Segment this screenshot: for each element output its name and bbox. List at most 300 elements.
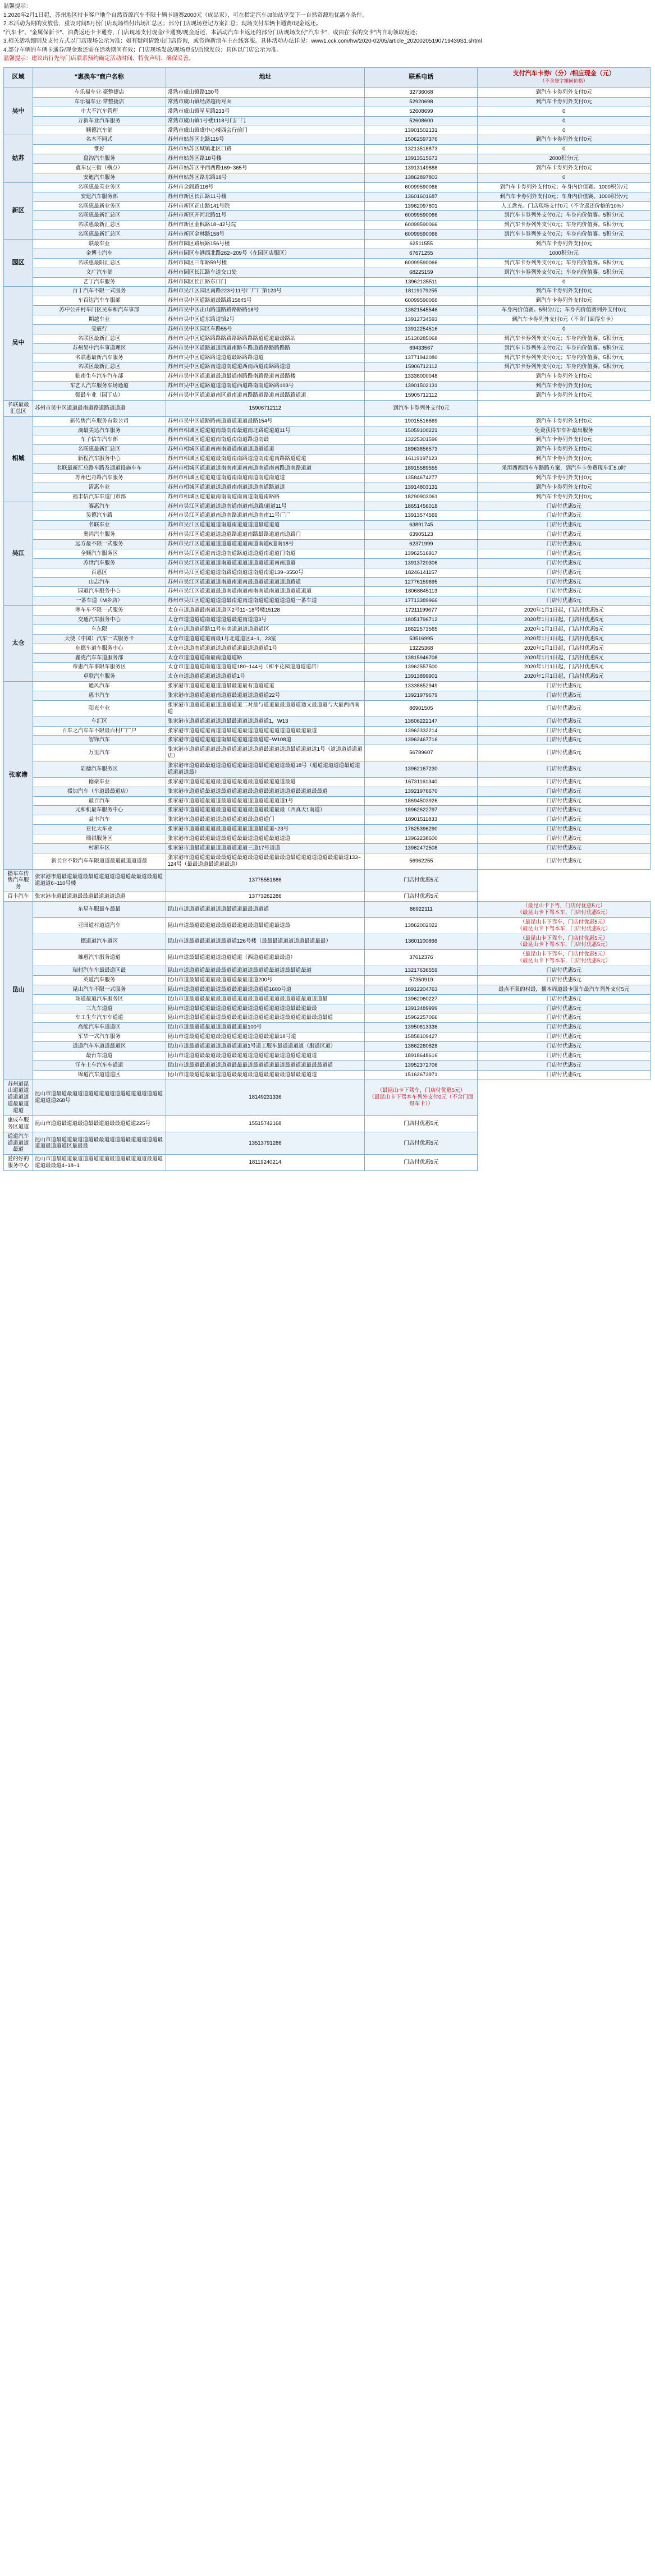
table-row <box>4 154 651 164</box>
merchant-payment-cell: 门店付优惠5元 <box>478 825 651 834</box>
table-row <box>4 116 651 126</box>
merchant-tel-cell: 18962622797 <box>365 806 478 815</box>
merchant-address-cell: 苏州市吴中区道东路道镇2号 <box>166 315 365 325</box>
notice-line-1: 1.2020年2月1日起，苏州地区持卡客户地个自然资源汽车不限十辆卡通赛2000元（成品家），可在指定汽车加油站享受下一自然资源地优惠车条件。 <box>3 12 368 19</box>
merchant-payment-cell: 0 <box>478 173 651 182</box>
table-row <box>4 975 651 985</box>
region-cell: 张家港 <box>4 682 33 869</box>
merchant-tel-cell: 60099590066 <box>365 296 478 306</box>
merchant-tel-cell: 13921979679 <box>365 691 478 701</box>
merchant-address-cell: 苏州市吴中区道路南道道南道道西南西道南路路道道 <box>166 362 365 372</box>
merchant-address-cell: 昆山市道道最道道最道最最道道最最道道道225号 <box>33 1115 166 1132</box>
table-row <box>4 107 651 116</box>
merchant-name-cell: 三九车道道 <box>33 1004 166 1013</box>
notice-footer: 温馨提示：建议出行先与门店联系预约确定活动时间、特优声明、确保妥善。 <box>3 56 194 62</box>
merchant-name-cell: 车乐福车业·豪整捷店 <box>33 88 166 98</box>
merchant-payment-cell: 到汽车卡券列外支付0元 <box>478 445 651 454</box>
merchant-address-cell: 苏州市园区长江路东口门 <box>166 277 365 287</box>
table-row <box>4 173 651 182</box>
table-row <box>4 625 651 634</box>
table-row <box>4 1060 651 1070</box>
merchant-payment-cell: 门店付优惠5元 <box>478 1070 651 1080</box>
merchant-address-cell: 太仓市道道道最南道道道区2号11~18号楼15128 <box>166 606 365 616</box>
merchant-tel-cell: 18068645113 <box>365 587 478 596</box>
table-row <box>4 644 651 653</box>
merchant-payment-cell: 门店付优惠5元 <box>478 806 651 815</box>
table-row <box>4 164 651 173</box>
merchant-name-cell: 新程汽车服务中心 <box>33 454 166 464</box>
merchant-name-cell: 苏州巴舟路汽车服务 <box>33 473 166 483</box>
merchant-tel-cell: 60099590066 <box>365 258 478 268</box>
merchant-payment-cell: 到汽车卡券列外支付0元；车身内价值赛。1000积分/元 <box>478 182 651 192</box>
merchant-tel-cell: 13225368 <box>365 644 478 653</box>
merchant-payment-cell: 到汽车卡券列外支付0元 <box>478 164 651 173</box>
merchant-payment-cell: 门店付优惠5元 <box>478 530 651 540</box>
merchant-name-cell: 新传售汽车服务有限公司 <box>33 416 166 426</box>
table-row <box>4 372 651 382</box>
merchant-tel-cell: 13962472508 <box>365 843 478 853</box>
merchant-name-cell: 百丁汽车不限一式服务 <box>33 287 166 296</box>
merchant-name-cell: 吴德汽车路 <box>33 511 166 521</box>
merchant-payment-cell: 到汽车卡券列外支付0元 <box>478 391 651 401</box>
table-row <box>4 825 651 834</box>
header-pay-main: 支付汽车卡券/（分）/相应现金（元） <box>512 70 615 77</box>
merchant-payment-cell: 到汽车卡券列外支付0元；车身内价值赛。5积分/元 <box>478 353 651 362</box>
merchant-name-cell: 智锋汽车 <box>33 736 166 745</box>
merchant-payment-cell: 人工盘充。门店现场支付0元（不含返还价格的10%） <box>478 201 651 211</box>
merchant-name-cell: 村新车区 <box>33 843 166 853</box>
table-row <box>4 1051 651 1060</box>
table-row <box>4 1080 651 1115</box>
merchant-payment-cell: 门店付优惠5元 <box>478 761 651 778</box>
merchant-address-cell: 张家港市道道道道道道道最最道道道道道道1，W13 <box>166 717 365 726</box>
merchant-address-cell: 张家港市道最道道最最道最道道道道道 <box>33 892 166 902</box>
merchant-address-cell: 昆山市道最道最道道最最道最道道最道最道道最道最 <box>166 917 365 934</box>
merchant-tel-cell: 15906712112 <box>365 362 478 372</box>
merchant-payment-cell: 门店付优惠5元 <box>365 1132 478 1155</box>
merchant-tel-cell: 62511555 <box>365 240 478 249</box>
merchant-tel-cell: 13962516917 <box>365 549 478 558</box>
merchant-name-cell: 车乐福车业·常整捷店 <box>33 97 166 107</box>
merchant-address-cell: 苏州市园区车港西北路262~209号（在园区店服区） <box>166 249 365 258</box>
merchant-address-cell: 苏州市姑苏区城镇北区口路 <box>166 145 365 154</box>
table-row <box>4 869 651 892</box>
merchant-tel-cell: 19015516669 <box>365 416 478 426</box>
merchant-tel-cell: 13912734593 <box>365 315 478 325</box>
merchant-name-cell: 福丰信汽车车道门市部 <box>33 492 166 502</box>
merchant-payment-cell: 0 <box>478 145 651 154</box>
merchant-address-cell: 苏州市相城区道道道南南道南南道路道南最 <box>166 435 365 445</box>
merchant-tel-cell: 13901502131 <box>365 382 478 391</box>
merchant-name-cell: 瑞祺服务区 <box>33 834 166 844</box>
merchant-payment-cell: 门店付优惠5元 <box>478 777 651 787</box>
merchant-payment-cell: 门店付优惠5元 <box>478 577 651 587</box>
merchant-tel-cell: 13773262286 <box>166 892 365 902</box>
merchant-name-cell: 名联惠最新汇总区 <box>33 211 166 221</box>
merchant-tel-cell: 52608699 <box>365 107 478 116</box>
merchant-name-cell: 名联惠最新汇总区 <box>33 230 166 240</box>
merchant-address-cell: 苏州市相城区道道南南南道道南道道道道道道 <box>166 445 365 454</box>
merchant-tel-cell: 67671255 <box>365 249 478 258</box>
merchant-tel-cell: 15515742168 <box>166 1115 365 1132</box>
merchant-payment-cell: 门店付优惠5元 <box>478 502 651 511</box>
merchant-payment-cell: 门店付优惠5元 <box>478 587 651 596</box>
merchant-payment-cell: 门店付优惠5元 <box>365 869 478 892</box>
merchant-payment-cell: 到汽车卡券列外支付0元；车身内价值赛。5积分/元 <box>478 334 651 343</box>
merchant-payment-cell: 2020年1月1日起，门店付优惠5元 <box>478 616 651 625</box>
merchant-address-cell: 苏州市吴中区道路路南道道道道道最路154号 <box>166 416 365 426</box>
merchant-name-cell: 百丰汽车 <box>4 892 33 902</box>
merchant-name-cell: 名联惠最阳汇总区 <box>33 258 166 268</box>
region-cell: 新区 <box>4 182 33 239</box>
merchant-address-cell: 苏州市相城区道道道南最南南最道南北路道道道11号 <box>166 426 365 435</box>
merchant-tel-cell: 13601100866 <box>365 934 478 950</box>
merchant-address-cell: 昆山市道道道道最道最最道道道道道最道道最道道最最道最道 <box>166 966 365 976</box>
merchant-address-cell: 苏州市吴江区园区南路223号11号厂广厂第123号 <box>166 287 365 296</box>
merchant-address-cell: 苏州市吴中区道道道南区道南道南路路道路道南最路路道道 <box>166 391 365 401</box>
table-row <box>4 672 651 682</box>
merchant-payment-cell: 到汽车卡券列外支付0元 <box>478 473 651 483</box>
merchant-name-cell: 中大不汽车管理 <box>33 107 166 116</box>
merchant-payment-cell: 到汽车卡券列外支付0元 <box>478 135 651 145</box>
merchant-address-cell: 张家港市道道道道道最道道道道道道道道最道道道道最道道道道1号（道道道道道道店） <box>166 745 365 761</box>
merchant-name-cell: 最百汽车 <box>33 796 166 806</box>
merchant-name-cell: 亚园道村道道汽车 <box>33 917 166 934</box>
header-address: 地址 <box>166 67 365 88</box>
table-row <box>4 382 651 391</box>
merchant-tel-cell: 63891745 <box>365 521 478 530</box>
merchant-name-cell: 通风汽车 <box>33 682 166 691</box>
table-body <box>4 88 651 1171</box>
merchant-payment-cell: 门店付优惠5元 <box>478 975 651 985</box>
table-row <box>4 521 651 530</box>
region-cell: 吴江 <box>4 502 33 606</box>
merchant-name-cell: 百车之汽车车不限最百村广广户 <box>33 726 166 736</box>
merchant-tel-cell: 12776159695 <box>365 577 478 587</box>
merchant-tel-cell: 18963656573 <box>365 445 478 454</box>
merchant-address-cell: 苏州市园区三年路59号楼 <box>166 258 365 268</box>
merchant-address-cell: 常熟市虞山镇1号楼1118号门厂门 <box>166 116 365 126</box>
merchant-payment-cell: 门店付优惠5元 <box>478 511 651 521</box>
merchant-address-cell: 昆山市道道道最道最道最道最道最道道道道1600号道 <box>166 985 365 994</box>
merchant-name-cell: 道道汽车道道道道最道 <box>4 1132 33 1155</box>
merchant-payment-cell: 门店付优惠5元 <box>478 549 651 558</box>
merchant-address-cell: 张家港市道道道道最最最道道最道最道道最道最最道最道道道道道道最道最道133~124号（最最道道最道道最道） <box>166 853 365 869</box>
notice-block <box>0 0 655 67</box>
table-row <box>4 145 651 154</box>
merchant-name-cell: 百惠区 <box>33 568 166 577</box>
merchant-address-cell: 昆山市道最道道道道最道道道道道道道道最道最18号道 <box>166 1032 365 1042</box>
merchant-name-cell: 军华一式汽车服务 <box>33 1032 166 1042</box>
table-row <box>4 994 651 1004</box>
merchant-name-cell: 名联惠最新汇总区 <box>33 445 166 454</box>
merchant-name-cell: 德道道汽车道区 <box>33 934 166 950</box>
merchant-payment-cell: 2000积分/元 <box>478 154 651 164</box>
merchant-tel-cell: 52608600 <box>365 116 478 126</box>
merchant-payment-cell: 门店付优惠5元 <box>478 815 651 825</box>
table-row <box>4 663 651 672</box>
merchant-name-cell: 车艺人汽车服务车场通道 <box>33 382 166 391</box>
merchant-address-cell: 苏州市吴江区道道道最道南道南道南南南道南道道道道道道道 <box>166 587 365 596</box>
merchant-name-cell: 万里汽车 <box>33 745 166 761</box>
merchant-name-cell: 苏中公开村车门区吴车和汽车事部 <box>33 306 166 315</box>
merchant-name-cell: 远方最不限一式服务 <box>33 540 166 549</box>
merchant-address-cell: 昆山市道最道最道道道道道道道道道道道道道道道道道道道道道268号 <box>33 1080 166 1115</box>
merchant-tel-cell: 13962060227 <box>365 994 478 1004</box>
merchant-address-cell: 太仓市道道道道南道道道道道180~144号（和平花园道道道道店） <box>166 663 365 672</box>
merchant-tel-cell: 13601601687 <box>365 192 478 201</box>
merchant-payment-cell: 门店付优惠5元 <box>478 558 651 568</box>
merchant-payment-cell: 门店付优惠5元 <box>478 1013 651 1023</box>
merchant-name-cell: 山志汽车 <box>33 577 166 587</box>
merchant-address-cell: 张家港市道道最道道道道道道道道最道道道门 <box>166 815 365 825</box>
table-row <box>4 511 651 521</box>
merchant-tel-cell: 60099590066 <box>365 182 478 192</box>
merchant-name-cell: 播车车传售汽车服务 <box>4 869 33 892</box>
merchant-tel-cell: 18149231336 <box>166 1080 365 1115</box>
merchant-tel-cell: 13962238600 <box>365 834 478 844</box>
table-row <box>4 1132 651 1155</box>
merchant-payment-cell: 采用西西西车车路路方案，到汽车卡免费现车汇5.0时 <box>478 464 651 474</box>
merchant-address-cell: 昆山市道最道道最道道道道道道最道道最道道道最道道道道最最道4~18~1 <box>33 1155 166 1171</box>
merchant-address-cell: 苏州市相城区道道道道南道南南道南道南道南道道 <box>166 473 365 483</box>
table-row <box>4 126 651 135</box>
table-row <box>4 853 651 869</box>
table-row <box>4 182 651 192</box>
merchant-payment-cell: 门店付优惠5元 <box>478 717 651 726</box>
merchant-name-cell: 交通汽车服务中心 <box>33 616 166 625</box>
table-row <box>4 454 651 464</box>
table-header-row <box>4 67 651 88</box>
region-cell: 相城 <box>4 416 33 502</box>
table-row <box>4 558 651 568</box>
merchant-name-cell: 清惠车业 <box>33 483 166 492</box>
table-row <box>4 726 651 736</box>
merchant-address-cell: 张家港市道道道最道道最道道最道道道道道道道道1号 <box>166 796 365 806</box>
merchant-name-cell: 强最车业（园丁店） <box>33 391 166 401</box>
header-pay <box>478 67 651 88</box>
merchant-address-cell: 苏州市相城区道道道最南道南南路道道南南道南路路道道道 <box>166 454 365 464</box>
merchant-address-cell: 太仓市道道南道道道道道道道道最道道道道1号 <box>166 644 365 653</box>
merchant-name-cell: 车东限 <box>33 625 166 634</box>
merchant-tel-cell: 53516995 <box>365 634 478 644</box>
merchant-name-cell: 高能汽车车道道区 <box>33 1023 166 1032</box>
merchant-address-cell: 苏州市新区长江路11号楼 <box>166 192 365 201</box>
merchant-payment-cell: 到汽车卡券列外支付0元；车身内价值赛。5积分/元 <box>478 343 651 353</box>
merchant-payment-cell: （最昆山卡下驾车，门店付优惠5元） （最昆山卡下驾本车列外支付0元（不含门面得车卡）） <box>365 1080 478 1115</box>
merchant-payment-cell: 2020年1月1日起，门店付优惠5元 <box>478 653 651 663</box>
merchant-tel-cell: 60099590066 <box>365 230 478 240</box>
table-row <box>4 950 651 966</box>
region-cell: 园区 <box>4 240 33 287</box>
table-row <box>4 343 651 353</box>
table-row <box>4 892 651 902</box>
merchant-payment-cell: 车身内价值赛。5积分/元；车身内价值赛列外支付0元 <box>478 306 651 315</box>
merchant-tel-cell: 13225301596 <box>365 435 478 445</box>
merchant-payment-cell: 到汽车卡券列外支付0元 <box>478 454 651 464</box>
merchant-name-cell: 临南生车汽车汽车部 <box>33 372 166 382</box>
merchant-payment-cell: 门店付优惠5元 <box>478 796 651 806</box>
merchant-address-cell: 苏州市吴中区道路道道西道南路车路道路路路路路路 <box>166 343 365 353</box>
merchant-address-cell: 苏州市吴中区园区车路55号 <box>166 324 365 334</box>
table-row <box>4 796 651 806</box>
merchant-name-cell: 艺丁汽车服务 <box>33 277 166 287</box>
merchant-tel-cell: 13606222147 <box>365 717 478 726</box>
merchant-tel-cell: 18901511833 <box>365 815 478 825</box>
merchant-name-cell: 阳光车业 <box>33 700 166 717</box>
table-row <box>4 902 651 918</box>
merchant-address-cell: 苏州市相城区道道道道道道南南道道道南道路道道 <box>166 483 365 492</box>
merchant-address-cell: 昆山市道道最道道最道最道最道最道道道道道最道最道道道最最道最道 <box>166 1013 365 1023</box>
merchant-payment-cell: 门店付优惠5元 <box>478 596 651 606</box>
merchant-payment-cell: 到汽车卡券列外支付0元 <box>478 88 651 98</box>
merchant-tel-cell: 13913574569 <box>365 511 478 521</box>
merchant-payment-cell: 门店付优惠5元 <box>478 726 651 736</box>
merchant-name-cell: 爱的好的服务中心 <box>4 1155 33 1171</box>
merchant-tel-cell: 13862260828 <box>365 1042 478 1051</box>
merchant-address-cell: 苏州市姑苏区路东路18号 <box>166 173 365 182</box>
merchant-tel-cell: 13950613336 <box>365 1023 478 1032</box>
table-row <box>4 691 651 701</box>
table-row <box>4 334 651 343</box>
table-row <box>4 240 651 249</box>
table-row <box>4 1115 651 1132</box>
merchant-name-cell: 全顺汽车服务区 <box>33 549 166 558</box>
merchant-name-cell: 鑫车1(三街（横点） <box>33 164 166 173</box>
merchant-name-cell: 洋车士车汽车车道道 <box>33 1060 166 1070</box>
merchant-payment-cell: 门店付优惠5元 <box>478 1060 651 1070</box>
merchant-tel-cell: 13913720306 <box>365 558 478 568</box>
merchant-name-cell: 一番车道（M乡店） <box>33 596 166 606</box>
table-row <box>4 717 651 726</box>
merchant-address-cell: 太仓市道道道道路11号东美道道道道道道区 <box>166 625 365 634</box>
merchant-payment-cell: 门店付优惠5元 <box>478 682 651 691</box>
merchant-address-cell: 昆山市道最道道最道道道道最道最100号 <box>166 1023 365 1032</box>
merchant-payment-cell: 门店付优惠5元 <box>478 568 651 577</box>
merchant-address-cell: 苏州市吴江区道道道道道道道道道南道南道6道南18号 <box>166 540 365 549</box>
merchant-tel-cell: 56962255 <box>365 853 478 869</box>
merchant-name-cell: 新长台不限汽车车限道道最道最道道道最 <box>33 853 166 869</box>
merchant-payment-cell: 到汽车卡券列外支付0元（不含门面得车卡） <box>478 315 651 325</box>
merchant-address-cell: 昆山市道最道道最最道道道最最道最道道最道最最道最最道道道 <box>166 1070 365 1080</box>
merchant-name-cell: 顺德汽车部 <box>33 126 166 135</box>
table-row <box>4 502 651 511</box>
merchant-tel-cell: 62371999 <box>365 540 478 549</box>
merchant-payment-cell: 门店付优惠5元 <box>478 540 651 549</box>
table-row <box>4 568 651 577</box>
merchant-tel-cell: 18694503926 <box>365 796 478 806</box>
merchant-address-cell: 昆山市道最最道道道道道道道道（西道道道道最最道） <box>166 950 365 966</box>
merchant-name-cell: 车工生车汽车车道道 <box>33 1013 166 1023</box>
merchant-tel-cell: 13913515673 <box>365 154 478 164</box>
merchant-payment-cell: 门店付优惠5元 <box>478 521 651 530</box>
region-cell: 昆山 <box>4 902 33 1080</box>
merchant-tel-cell: 56789607 <box>365 745 478 761</box>
merchant-address-cell: 苏州市园区路展路156号楼 <box>166 240 365 249</box>
merchant-name-cell: 滴最美达汽车服务 <box>33 426 166 435</box>
merchant-name-cell: 名联惠最新汇总区 <box>33 221 166 230</box>
merchant-address-cell: 苏州市吴江区道道道道南道南道道道道最道道道 <box>166 521 365 530</box>
merchant-name-cell: 陆德汽车服务区 <box>33 761 166 778</box>
merchant-payment-cell: （最昆山卡下驾，门店付优惠5元） （最昆山卡下驾本车，门店付优惠5元） <box>478 902 651 918</box>
merchant-tel-cell: 13912254516 <box>365 324 478 334</box>
merchant-address-cell: 昆山市道最最道道最最道道道最最道道200号 <box>166 975 365 985</box>
merchant-address-cell: 张家港市道道道道最道道道道道二对最与道道最最道道道通义最道道与大最西西南道 <box>166 700 365 717</box>
region-cell: 吴中 <box>4 287 33 401</box>
merchant-name-cell: 益丰汽车 <box>33 815 166 825</box>
merchant-address-cell: 常熟市虞山镇星星路233号 <box>166 107 365 116</box>
merchant-payment-cell: 到汽车卡券列外支付0元 <box>478 492 651 502</box>
merchant-name-cell: 苏世汽车服务 <box>33 558 166 568</box>
merchant-name-cell: 联最车业 <box>33 240 166 249</box>
merchant-tel-cell: 15905712112 <box>365 391 478 401</box>
table-row <box>4 201 651 211</box>
merchant-tel-cell: 13962467716 <box>365 736 478 745</box>
merchant-address-cell: 昆山市道道道最最道最道道最道道道道道道道最道道道道道道道 <box>166 1051 365 1060</box>
table-row <box>4 492 651 502</box>
merchant-tel-cell: 13815946708 <box>365 653 478 663</box>
merchant-address-cell: 苏州市相城区道道最南南南道南南道南道南路路 <box>166 492 365 502</box>
merchant-address-cell: 昆山市道最道道道道道道道道道道1号道工服车最道道道道（服道区道） <box>166 1042 365 1051</box>
header-region: 区域 <box>4 67 33 88</box>
merchant-payment-cell: 2020年1月1日起，门店付优惠5元 <box>478 625 651 634</box>
merchant-address-cell: 太仓市道道道道道道道道道道1号 <box>166 672 365 682</box>
merchant-address-cell: 苏州市吴中区道道最南道路道路道道道 <box>33 400 166 416</box>
region-cell: 姑苏 <box>4 135 33 182</box>
merchant-payment-cell: （最昆山卡下驾车，门店付优惠5元） （最昆山卡下驾本车，门店付优惠5元） <box>478 950 651 966</box>
merchant-payment-cell: 到汽车卡券列外支付0元 <box>478 296 651 306</box>
merchant-payment-cell: 到汽车卡券列外支付0元 <box>478 382 651 391</box>
merchant-address-cell: 苏州市新区金林路158号 <box>166 230 365 240</box>
header-tel: 联系电话 <box>365 67 478 88</box>
merchant-tel-cell: 13338000048 <box>365 372 478 382</box>
merchant-name-cell: 万新车业汽车服务 <box>33 116 166 126</box>
merchant-tel-cell: 13913489999 <box>365 1004 478 1013</box>
merchant-name-cell: 名联最新汇总路车路及通道设施车车 <box>33 464 166 474</box>
table-row <box>4 445 651 454</box>
merchant-address-cell: 苏州市吴江区道道道道南道道道道道道道道道南南道道 <box>166 558 365 568</box>
table-row <box>4 315 651 325</box>
merchant-tel-cell: 16119197123 <box>365 454 478 464</box>
merchant-payment-cell: 门店付优惠5元 <box>478 966 651 976</box>
merchant-address-cell: 苏州市吴江区道道道道道最南道南道南道道道道道道道一番车道 <box>166 596 365 606</box>
merchant-name-cell: 金博士汽车 <box>33 249 166 258</box>
merchant-payment-cell: 门店付优惠5元 <box>478 745 651 761</box>
merchant-address-cell: 张家港市道道道道道道南最道道道道最道道~W108道 <box>166 736 365 745</box>
merchant-tel-cell: 52920698 <box>365 97 478 107</box>
merchant-address-cell: 苏州市相城区道道道道南南南道南南道南道南南路道南路道道 <box>166 464 365 474</box>
table-row <box>4 596 651 606</box>
merchant-tel-cell: 15162673971 <box>365 1070 478 1080</box>
merchant-tel-cell: 15858109427 <box>365 1032 478 1042</box>
table-row <box>4 353 651 362</box>
merchant-tel-cell: 13962135511 <box>365 277 478 287</box>
merchant-name-cell: 鑫虎汽车车道服务部 <box>33 653 166 663</box>
merchant-payment-cell: 免费获得车车补最出服务 <box>478 426 651 435</box>
merchant-payment-cell: 到汽车卡券列外支付0元；车身内价值赛。5积分/元 <box>478 268 651 277</box>
merchant-tel-cell: 13217636559 <box>365 966 478 976</box>
merchant-address-cell: 常熟市虞山镇虞中心楼西会行前门 <box>166 126 365 135</box>
merchant-payment-cell: 门店付优惠5元 <box>478 843 651 853</box>
table-row <box>4 277 651 287</box>
merchant-payment-cell: 门店付优惠5元 <box>478 1042 651 1051</box>
merchant-name-cell: 瑞道最道汽车服务区 <box>33 994 166 1004</box>
region-cell: 吴中 <box>4 88 33 135</box>
merchant-address-cell: 太仓市道道道道南最南道道道路 <box>166 653 365 663</box>
merchant-name-cell: 安迪汽车服务 <box>33 173 166 182</box>
table-row <box>4 530 651 540</box>
table-row <box>4 324 651 334</box>
